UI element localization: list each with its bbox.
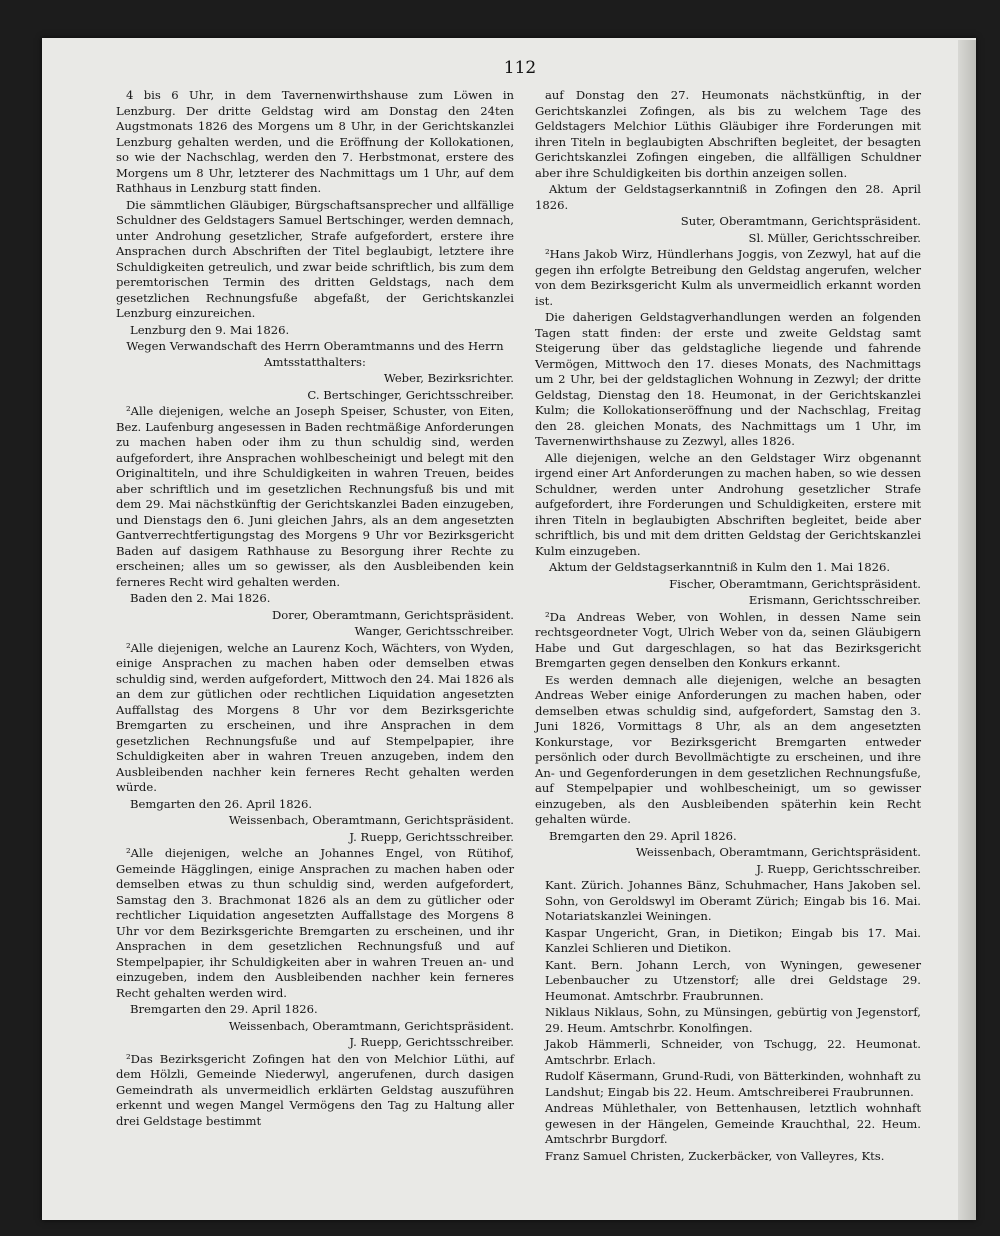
date-line: Bremgarten den 29. April 1826. [549,828,737,843]
date-line: Aktum der Geldstagserkanntniß in Zofingen den 28. April 1826. [535,182,921,212]
notice-paragraph: ²Da Andreas Weber, von Wohlen, in dessen Name sein rechtsgeordneter Vogt, Ulrich Weber von da, seinen Gläubigern Habe und Gut dargeschlagen, so hat das Bezirksgericht Bremgarten gegen denselben den Konkurs erkannt. [535,609,921,670]
date-line: Lenzburg den 9. Mai 1826. [130,322,290,337]
signature-line: J. Ruepp, Gerichtsschreiber. [756,861,921,876]
notice-paragraph: 4 bis 6 Uhr, in dem Tavernenwirthshause zum Löwen in Lenzburg. Der dritte Geldstag wird am Donstag den 24ten Augstmonats 1826 des Morgens um 8 Uhr, in der Gerichtskanzlei Lenzburg gehalten werden, und die Eröffnung der Kollokationen, so wie der Nachschlag, werden den 7. Herbstmonat, erstere des Morgens um 8 Uhr, letzterer des Nachmittags um 1 Uhr, auf dem Rathhaus in Lenzburg statt finden. [116,88,514,195]
notice-paragraph: Franz Samuel Christen, Zuckerbäcker, von Valleyres, Kts. [545,1148,885,1163]
signature-line: Sl. Müller, Gerichtsschreiber. [748,230,921,245]
notice-paragraph: Rudolf Käsermann, Grund-Rudi, von Bätterkinden, wohnhaft zu Landshut; Eingab bis 22. Heum. Amtschreiberei Fraubrunnen. [545,1069,921,1099]
notice-paragraph: ²Hans Jakob Wirz, Hündlerhans Joggis, von Zezwyl, hat auf die gegen ihn erfolgte Betreibung den Geldstag angerufen, welcher von dem Bezirksgericht Kulm als unvermeidlich erkannt worden ist. [535,247,921,308]
notice-paragraph: Wegen Verwandschaft des Herrn Oberamtmanns und des Herrn Amtsstatthalters: [126,339,504,369]
page-edge [958,40,976,1220]
notice-paragraph: ²Das Bezirksgericht Zofingen hat den von Melchior Lüthi, auf dem Hölzli, Gemeinde Niederwyl, angerufenen, durch dasigen Gemeindrath als unvermeidlich erklärten Geldstag auszuführen erkennt und wegen Mangel Vermögens den Tag zu Haltung aller drei Geldstage bestimmt [116,1051,514,1128]
signature-line: J. Ruepp, Gerichtsschreiber. [349,829,514,844]
signature-line: Fischer, Oberamtmann, Gerichtspräsident. [669,576,921,591]
page-number: 112 [503,58,537,78]
signature-line: Dorer, Oberamtmann, Gerichtspräsident. [272,607,514,622]
notice-paragraph: Die daherigen Geldstagverhandlungen werden an folgenden Tagen statt finden: der erste und zweite Geldstag samt Steigerung über das geldstagliche liegende und fahrende Vermögen, Mittwoch den 17. dieses Monats, des Nachmittags um 2 Uhr, bei der geldstaglichen Wohnung in Zezwyl; der dritte Geldstag, Dienstag den 18. Heumonat, in der Gerichtskanzlei Kulm; die Kollokationseröffnung und der Nachschlag, Freitag den 28. gleichen Monats, des Nachmittags um 1 Uhr, im Tavernenwirthshause zu Zezwyl, alles 1826. [535,310,921,448]
notice-paragraph: Es werden demnach alle diejenigen, welche an besagten Andreas Weber einige Anforderungen zu machen haben, oder demselben etwas schuldig sind, aufgefordert, Samstag den 3. Juni 1826, Vormittags 8 Uhr, als an dem angesetzten Konkurstage, vor Bezirksgericht Bremgarten entweder persönlich oder durch Bevollmächtigte zu erscheinen, und ihre An- und Gegenforderungen in dem gesetzlichen Rechnungsfuße, auf Stempelpapier und wohlbescheinigt, um so gewisser einzugeben, als den Ausbleibenden späterhin kein Recht gehalten würde. [535,672,921,826]
notice-paragraph: ²Alle diejenigen, welche an Joseph Speiser, Schuster, von Eiten, Bez. Laufenburg angesessen in Baden rechtmäßige Anforderungen zu machen haben oder ihm zu thun schuldig sind, werden aufgefordert, ihre Ansprachen wohlbescheinigt und belegt mit den Originaltiteln, und ihre Schuldigkeiten in wahren Treuen, beides aber schriftlich und im gesetzlichen Rechnungsfuß bis und mit dem 29. Mai nächstkünftig der Gerichtskanzlei Baden einzugeben, und Dienstags den 6. Juni gleichen Jahrs, als an dem angesetzten Gantverrechtfertigungstag des Morgens 9 Uhr vor Bezirksgericht Baden auf dasigem Rathhause zu Besorgung ihrer Rechte zu erscheinen; alles um so gewisser, als den Ausbleibenden kein ferneres Recht wird gehalten werden. [116,404,514,589]
notice-paragraph: Kant. Bern. Johann Lerch, von Wyningen, gewesener Lebenbaucher zu Utzenstorf; alle drei Geldstage 29. Heumonat. Amtschrbr. Fraubrunnen. [545,957,921,1003]
signature-line: Erismann, Gerichtsschreiber. [748,593,921,607]
notice-paragraph: Die sämmtlichen Gläubiger, Bürgschaftsansprecher und allfällige Schuldner des Geldstagers Samuel Bertschinger, werden demnach, unter Androhung gesetzlicher, Strafe aufgefordert, erstere ihre Ansprachen durch Abschriften der Titel beglaubigt, letztere ihre Schuldigkeiten getreulich, und zwar beide schriftlich, bis zum dem peremtorischen Termin des dritten Geldstags, nach dem gesetzlichen Rechnungsfuße abgefaßt, der Gerichtskanzlei Lenzburg einzureichen. [116,197,514,320]
signature-line: Weissenbach, Oberamtmann, Gerichtspräsident. [635,845,921,859]
notice-paragraph: auf Donstag den 27. Heumonats nächstkünftig, in der Gerichtskanzlei Zofingen, als bis zu welchem Tage des Geldstagers Melchior Lüthis Gläubiger ihre Forderungen mit ihren Titeln in beglaubigten Abschriften begleitet, der besagten Gerichtskanzlei Zofingen eingeben, die allfälligen Schuldner aber ihre Schuldigkeiten bis dorthin anzeigen sollen. [535,88,921,180]
date-line: Bremgarten den 29. April 1826. [130,1002,318,1016]
date-line: Bemgarten den 26. April 1826. [130,796,313,811]
notice-paragraph: Kant. Zürich. Johannes Bänz, Schuhmacher, Hans Jakoben sel. Sohn, von Geroldswyl im Oberamt Zürich; Eingab bis 16. Mai. Notariatskanzlei Weiningen. [545,878,921,923]
signature-line: Weber, Bezirksrichter. [383,371,514,385]
notice-paragraph: Niklaus Niklaus, Sohn, zu Münsingen, gebürtig von Jegenstorf, 29. Heum. Amtschrbr. Konolfingen. [545,1005,921,1035]
notice-paragraph: Kaspar Ungericht, Gran, in Dietikon; Eingab bis 17. Mai. Kanzlei Schlieren und Dietikon. [545,925,921,955]
notice-paragraph: Jakob Hämmerli, Schneider, von Tschugg, 22. Heumonat. Amtschrbr. Erlach. [545,1037,921,1067]
signature-line: Wanger, Gerichtsschreiber. [354,624,514,638]
signature-line: Suter, Oberamtmann, Gerichtspräsident. [680,214,921,228]
signature-line: Weissenbach, Oberamtmann, Gerichtspräsident. [228,1018,514,1033]
notice-paragraph: Alle diejenigen, welche an den Geldstager Wirz obgenannt irgend einer Art Anforderungen zu machen haben, so wie dessen Schuldner, werden unter Androhung gesetzlicher Strafe aufgefordert, ihre Forderungen und Schuldigkeiten, erstere mit ihren Titeln in beglaubigten Abschriften begleitet, beide aber schriftlich, bis und mit dem dritten Geldstag der Gerichtskanzlei Kulm einzugeben. [535,450,921,558]
signature-line: J. Ruepp, Gerichtsschreiber. [349,1035,514,1049]
left-column [116,88,514,1130]
notice-paragraph: ²Alle diejenigen, welche an Johannes Engel, von Rütihof, Gemeinde Hägglingen, einige Ansprachen zu machen haben oder demselben etwas zu thun schuldig sind, werden aufgefordert, Samstag den 3. Brachmonat 1826 als an dem zu gütlicher oder rechtlicher Liquidation angesetzten Auffallstage des Morgens 8 Uhr vor dem Bezirksgerichte Bremgarten zu erscheinen, und ihr Ansprachen in dem gesetzlichen Rechnungsfuß und auf Stempelpapier, ihr Schuldigkeiten aber in wahren Treuen an- und einzugeben, indem den Ausbleibenden nachher kein ferneres Recht gehalten werden wird. [116,846,514,1000]
signature-line: Weissenbach, Oberamtmann, Gerichtspräsident. [228,813,514,827]
signature-line: C. Bertschinger, Gerichtsschreiber. [307,387,514,402]
notice-paragraph: ²Alle diejenigen, welche an Laurenz Koch, Wächters, von Wyden, einige Ansprachen zu machen haben oder demselben etwas schuldig sind, werden aufgefordert, Mittwoch den 24. Mai 1826 als an dem zur gütlichen oder rechtlichen Liquidation angesetzten Auffallstag des Morgens 8 Uhr vor dem Bezirksgerichte Bremgarten zu erscheinen, und ihre Ansprachen in dem gesetzlichen Rechnungsfuße und auf Stempelpapier, ihre Schuldigkeiten aber in wahren Treuen anzugeben, indem den Ausbleibenden nachher kein ferneres Recht gehalten werden würde. [116,640,514,794]
date-line: Aktum der Geldstagserkanntniß in Kulm den 1. Mai 1826. [549,560,891,574]
notice-paragraph: Andreas Mühlethaler, von Bettenhausen, letztlich wohnhaft gewesen in der Hängelen, Gemeinde Krauchthal, 22. Heum. Amtschrbr Burgdorf. [545,1101,921,1146]
right-column [535,88,921,1165]
date-line: Baden den 2. Mai 1826. [130,591,271,605]
